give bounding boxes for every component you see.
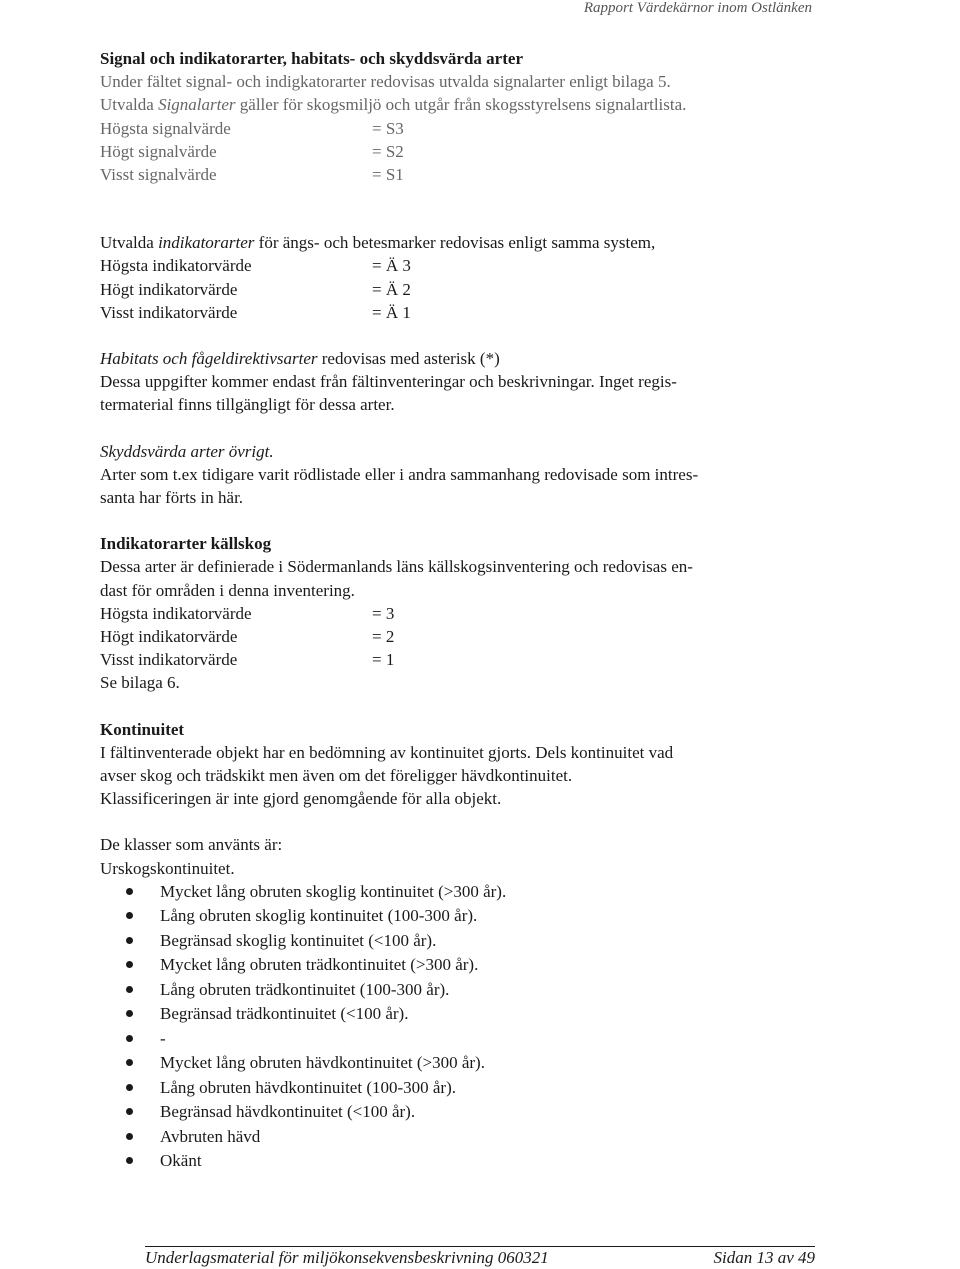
kallskog-value-list bbox=[100, 602, 820, 672]
skydd-paragraph-line: santa har förts in här. bbox=[100, 488, 244, 508]
value-row: Visst signalvärde = S1 bbox=[100, 165, 404, 185]
classes-subheading: Urskogskontinuitet. bbox=[100, 858, 235, 878]
page-footer bbox=[145, 1248, 815, 1268]
value-row: Högsta indikatorvärde = 3 bbox=[100, 603, 395, 623]
value-row: Högt indikatorvärde = 2 bbox=[100, 627, 395, 647]
kontinuitet-class-list bbox=[100, 880, 820, 1174]
value-row: Visst indikatorvärde = Ä 1 bbox=[100, 302, 411, 322]
habitat-paragraph-line: Habitats och fågeldirektivsarter redovisas med asterisk (*) bbox=[100, 349, 500, 369]
list-item: Lång obruten hävdkontinuitet (100-300 år). bbox=[100, 1076, 820, 1101]
signal-paragraph-line: Utvalda Signalarter gäller för skogsmiljö och utgår från skogsstyrelsens signalartlista. bbox=[100, 95, 687, 115]
kontinuitet-paragraph-line: avser skog och trädskikt men även om det föreligger hävdkontinuitet. bbox=[100, 766, 573, 786]
list-item: Lång obruten skoglig kontinuitet (100-300 år). bbox=[100, 904, 820, 929]
kallskog-reference: Se bilaga 6. bbox=[100, 673, 180, 693]
running-header: Rapport Värdekärnor inom Ostlänken bbox=[583, 0, 812, 16]
bullet-icon bbox=[126, 937, 133, 944]
list-item: Okänt bbox=[100, 1149, 820, 1174]
section-heading-kontinuitet: Kontinuitet bbox=[100, 719, 185, 739]
value-row: Visst indikatorvärde = 1 bbox=[100, 650, 395, 670]
section-heading-kallskog: Indikatorarter källskog bbox=[100, 534, 272, 554]
list-item: Mycket lång obruten skoglig kontinuitet (>300 år). bbox=[100, 880, 820, 905]
bullet-icon bbox=[126, 888, 133, 895]
list-item: - bbox=[100, 1027, 820, 1052]
habitat-paragraph-line: termaterial finns tillgängligt för dessa arter. bbox=[100, 395, 395, 415]
bullet-icon bbox=[126, 912, 133, 919]
footer-divider bbox=[145, 1246, 815, 1247]
skydd-heading: Skyddsvärda arter övrigt. bbox=[100, 441, 274, 461]
list-item: Mycket lång obruten trädkontinuitet (>300 år). bbox=[100, 953, 820, 978]
footer-page-number: Sidan 13 av 49 bbox=[713, 1248, 815, 1267]
bullet-icon bbox=[126, 961, 133, 968]
bullet-icon bbox=[126, 1084, 133, 1091]
value-row: Högsta signalvärde = S3 bbox=[100, 118, 404, 138]
habitat-paragraph-line: Dessa uppgifter kommer endast från fältinventeringar och beskrivningar. Inget regis- bbox=[100, 372, 677, 392]
signal-paragraph-line: Under fältet signal- och indigkatorarter redovisas utvalda signalarter enligt bilaga 5. bbox=[100, 72, 671, 92]
kallskog-paragraph-line: dast för områden i denna inventering. bbox=[100, 580, 355, 600]
bullet-icon bbox=[126, 1010, 133, 1017]
footer-document-title: Underlagsmaterial för miljökonsekvensbeskrivning 060321 bbox=[145, 1248, 549, 1267]
list-item: Mycket lång obruten hävdkontinuitet (>300 år). bbox=[100, 1051, 820, 1076]
bullet-icon bbox=[126, 1133, 133, 1140]
classes-intro: De klasser som använts är: bbox=[100, 835, 283, 855]
bullet-icon bbox=[126, 1157, 133, 1164]
value-row: Högt indikatorvärde = Ä 2 bbox=[100, 279, 411, 299]
skydd-paragraph-line: Arter som t.ex tidigare varit rödlistade eller i andra sammanhang redovisade som intres- bbox=[100, 464, 699, 484]
document-body bbox=[100, 47, 820, 1174]
indikator-paragraph-line: Utvalda indikatorarter för ängs- och betesmarker redovisas enligt samma system, bbox=[100, 233, 656, 253]
value-row: Högt signalvärde = S2 bbox=[100, 141, 404, 161]
signal-value-list bbox=[100, 117, 820, 187]
bullet-icon bbox=[126, 1059, 133, 1066]
list-item: Begränsad trädkontinuitet (<100 år). bbox=[100, 1002, 820, 1027]
kallskog-paragraph-line: Dessa arter är definierade i Södermanlands läns källskogsinventering och redovisas en- bbox=[100, 557, 693, 577]
value-row: Högsta indikatorvärde = Ä 3 bbox=[100, 256, 411, 276]
kontinuitet-paragraph-line: Klassificeringen är inte gjord genomgående för alla objekt. bbox=[100, 789, 502, 809]
indikator-value-list bbox=[100, 254, 820, 324]
list-item: Lång obruten trädkontinuitet (100-300 år). bbox=[100, 978, 820, 1003]
kontinuitet-paragraph-line: I fältinventerade objekt har en bedömning av kontinuitet gjorts. Dels kontinuitet vad bbox=[100, 742, 674, 762]
bullet-icon bbox=[126, 1035, 133, 1042]
bullet-icon bbox=[126, 986, 133, 993]
section-heading-signal: Signal och indikatorarter, habitats- och skyddsvärda arter bbox=[100, 49, 523, 68]
list-item: Begränsad hävdkontinuitet (<100 år). bbox=[100, 1100, 820, 1125]
bullet-icon bbox=[126, 1108, 133, 1115]
list-item: Begränsad skoglig kontinuitet (<100 år). bbox=[100, 929, 820, 954]
list-item: Avbruten hävd bbox=[100, 1125, 820, 1150]
